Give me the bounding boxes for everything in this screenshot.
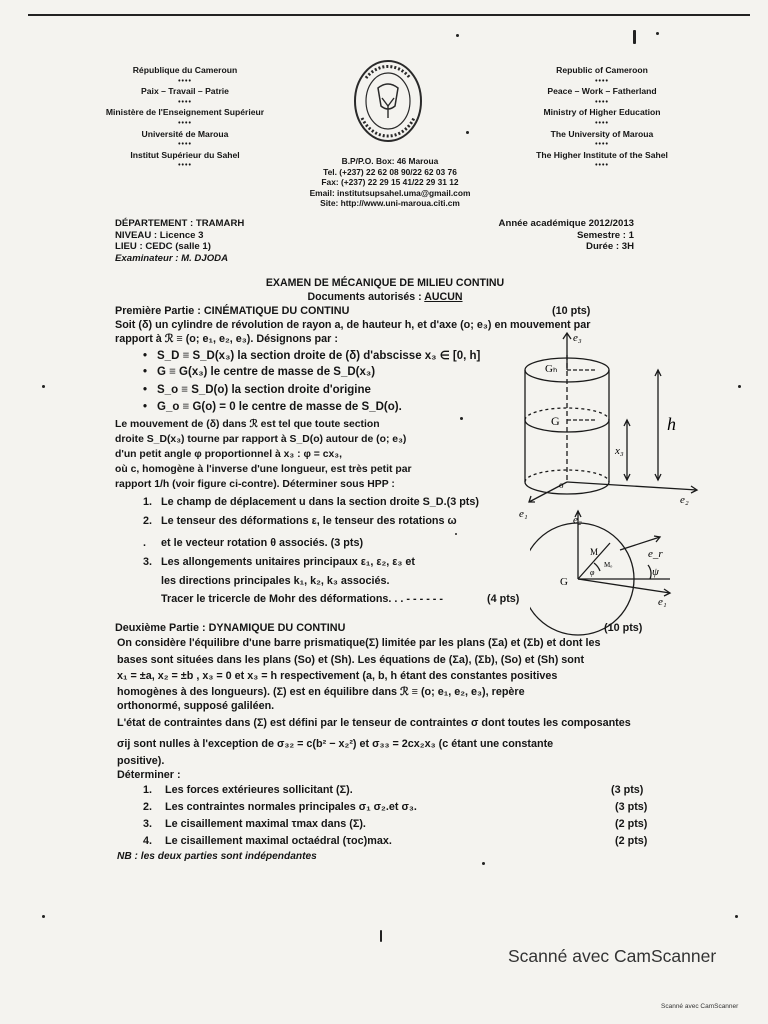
question-number: 2. bbox=[143, 515, 153, 527]
part1-title: Première Partie : CINÉMATIQUE DU CONTINU bbox=[115, 305, 350, 317]
header-dots: •••• bbox=[178, 119, 192, 127]
part1-question bbox=[143, 515, 457, 528]
er-label: e_r bbox=[648, 548, 663, 560]
camscanner-footer: Scanné avec CamScanner bbox=[661, 1003, 739, 1010]
question-number: . bbox=[143, 537, 146, 549]
academic-year-label: Année académique 2012/2013 bbox=[498, 218, 634, 229]
question-points: (3 pts) bbox=[611, 784, 644, 796]
scan-speck bbox=[42, 915, 45, 918]
o-label: o bbox=[559, 480, 564, 490]
header-right-line: Republic of Cameroon bbox=[556, 65, 648, 75]
question-text: et le vecteur rotation θ associés. (3 pts) bbox=[161, 537, 364, 549]
bullet-text: S_o ≡ S_D(o) la section droite d'origine bbox=[157, 384, 371, 396]
definition-bullet: • S_o ≡ S_D(o) la section droite d'origine bbox=[143, 384, 371, 396]
g-label: G bbox=[551, 414, 560, 428]
header-right-line: Ministry of Higher Education bbox=[543, 107, 661, 118]
e1-label: e₁ bbox=[519, 508, 528, 520]
definition-bullet: • G ≡ G(x₃) le centre de masse de S_D(x₃) bbox=[143, 366, 376, 378]
exam-info-right bbox=[484, 218, 634, 253]
examiner-label: Examinateur : M. DJODA bbox=[115, 252, 229, 264]
top-border-line bbox=[28, 14, 750, 16]
part2-line: homogènes à des longueurs). (Σ) est en équilibre dans ℛ ≡ (o; e₁, e₂, e₃), repère bbox=[117, 686, 525, 698]
question-number: 1. bbox=[143, 784, 153, 796]
question-number: 3. bbox=[143, 556, 153, 568]
location-label: LIEU : CEDC (salle 1) bbox=[115, 241, 211, 252]
q3-points: (4 pts) bbox=[487, 593, 520, 605]
semester-label: Semestre : 1 bbox=[576, 229, 634, 241]
circ-e2-label: e₂ bbox=[573, 514, 582, 526]
contact-line: Site: http://www.uni-maroua.citi.cm bbox=[320, 198, 460, 209]
contact-line: Fax: (+237) 22 29 15 41/22 29 31 12 bbox=[321, 177, 459, 188]
cross-section-figure bbox=[530, 505, 710, 640]
scan-speck bbox=[735, 915, 738, 918]
header-dots: •••• bbox=[595, 119, 609, 127]
scan-speck bbox=[456, 34, 459, 37]
question-text: Les contraintes normales principales σ₁ σ₂.et σ₃. bbox=[165, 801, 417, 813]
scan-speck bbox=[466, 131, 469, 134]
gh-label: Gₕ bbox=[545, 363, 558, 375]
part1-question bbox=[143, 496, 479, 509]
e3-label: e₃ bbox=[573, 332, 582, 344]
header-right-line: The Higher Institute of the Sahel bbox=[536, 149, 668, 160]
header-dots: •••• bbox=[178, 162, 192, 170]
question-text: Le champ de déplacement u dans la section droite S_D.(3 pts) bbox=[161, 496, 479, 508]
header-left-line: Institut Supérieur du Sahel bbox=[130, 149, 240, 160]
header-left-line: Université de Maroua bbox=[141, 128, 229, 139]
documents-value: AUCUN bbox=[424, 291, 463, 303]
cylinder-figure bbox=[515, 330, 705, 525]
part2-line: L'état de contraintes dans (Σ) est défini par le tenseur de contraintes σ dont toutes les composantes bbox=[117, 717, 631, 729]
part1-points: (10 pts) bbox=[552, 305, 591, 317]
motion-line: droite S_D(x₃) tourne par rapport à S_D(o) autour de (o; e₃) bbox=[115, 434, 407, 445]
part1-question bbox=[143, 537, 363, 550]
question-text: Les allongements unitaires principaux ε₁, ε₂, ε₃ et bbox=[161, 556, 416, 568]
exam-info-left bbox=[115, 218, 244, 264]
header-right-line: Peace – Work – Fatherland bbox=[547, 86, 657, 97]
header-left-line: Ministère de l'Enseignement Supérieur bbox=[105, 107, 265, 118]
header-dots: •••• bbox=[595, 77, 609, 85]
scan-speck bbox=[633, 30, 636, 44]
bullet-text: G_o ≡ G(o) = 0 le centre de masse de S_D(o). bbox=[157, 401, 402, 413]
question-text: Le tenseur des déformations ε, le tenseur des rotations ω bbox=[161, 515, 457, 527]
duration-label: Durée : 3H bbox=[586, 241, 634, 252]
scan-speck bbox=[738, 385, 741, 388]
bullet-text: G ≡ G(x₃) le centre de masse de S_D(x₃) bbox=[157, 366, 376, 378]
documents-label: Documents autorisés : bbox=[307, 291, 422, 303]
e2-label: e₂ bbox=[680, 494, 689, 506]
motion-line: où c, homogène à l'inverse d'une longueur, est très petit par bbox=[115, 464, 412, 475]
part2-line: orthonormé, supposé galiléen. bbox=[117, 700, 275, 712]
part1-intro-line: Soit (δ) un cylindre de révolution de rayon a, de hauteur h, et d'axe (o; e₃) en mouvement par bbox=[115, 319, 591, 331]
part2-points: (10 pts) bbox=[604, 622, 643, 634]
scan-speck bbox=[482, 862, 485, 865]
part1-question bbox=[143, 575, 390, 588]
phi-label: φ bbox=[590, 568, 595, 577]
part2-question bbox=[143, 818, 366, 831]
contact-line: B.P/P.O. Box: 46 Maroua bbox=[341, 156, 439, 166]
department-label: DÉPARTEMENT : TRAMARH bbox=[115, 218, 245, 229]
x3-label: x₃ bbox=[615, 445, 624, 457]
part2-line: positive). bbox=[117, 755, 165, 767]
part2-line: σij sont nulles à l'exception de σ₃₂ = c(b² − x₂²) et σ₃₃ = 2cx₂x₃ (c étant une constante bbox=[117, 738, 554, 750]
circ-e1-label: e₁ bbox=[658, 596, 667, 608]
university-seal-icon bbox=[352, 58, 424, 144]
question-number: 2. bbox=[143, 801, 153, 813]
exam-title: EXAMEN DE MÉCANIQUE DE MILIEU CONTINU bbox=[265, 277, 505, 289]
header-dots: •••• bbox=[595, 141, 609, 149]
psi-label: ψ bbox=[652, 566, 659, 578]
circ-g-label: G bbox=[560, 576, 568, 588]
part2-line: Déterminer : bbox=[117, 769, 181, 781]
question-points: (3 pts) bbox=[615, 801, 648, 813]
part2-question bbox=[143, 784, 353, 797]
contact-line: Email: institutsupsahel.uma@gmail.com bbox=[309, 187, 471, 198]
question-text: Le cisaillement maximal octaédral (τoc)max. bbox=[165, 835, 392, 847]
nb-note: NB : les deux parties sont indépendantes bbox=[117, 851, 317, 862]
question-text: Tracer le tricercle de Mohr des déformations. . . - - - - - - bbox=[161, 593, 443, 605]
camscanner-watermark: Scanné avec CamScanner bbox=[508, 946, 717, 966]
motion-line: Le mouvement de (δ) dans ℛ est tel que toute section bbox=[115, 419, 380, 430]
part1-intro-line: rapport à ℛ ≡ (o; e₁, e₂, e₃). Désignons par : bbox=[115, 333, 338, 345]
header-right-line: The University of Maroua bbox=[550, 128, 654, 139]
definition-bullet: • S_D ≡ S_D(x₃) la section droite de (δ) d'abscisse x₃ ∈ [0, h] bbox=[143, 350, 481, 362]
question-number: 4. bbox=[143, 835, 153, 847]
part1-question bbox=[143, 556, 415, 569]
motion-line: rapport 1/h (voir figure ci-contre). Déterminer sous HPP : bbox=[115, 479, 395, 490]
question-points: (2 pts) bbox=[615, 818, 648, 830]
contact-line: Tel. (+237) 22 62 08 90/22 62 03 76 bbox=[323, 166, 457, 177]
scan-speck bbox=[42, 385, 45, 388]
m-label: M bbox=[590, 547, 599, 557]
part1-question bbox=[143, 593, 443, 606]
question-number: 1. bbox=[143, 496, 153, 508]
scan-speck bbox=[380, 930, 382, 942]
part2-question bbox=[143, 835, 392, 848]
scan-speck bbox=[460, 417, 463, 420]
part2-line: x₁ = ±a, x₂ = ±b , x₃ = 0 et x₃ = h respectivement (a, b, h étant des constantes positives bbox=[117, 670, 558, 682]
bullet-text: S_D ≡ S_D(x₃) la section droite de (δ) d'abscisse x₃ ∈ [0, h] bbox=[157, 350, 481, 362]
part2-question bbox=[143, 801, 417, 814]
mo-label: Mₒ bbox=[604, 561, 613, 569]
header-left-line: Paix – Travail – Patrie bbox=[141, 86, 229, 97]
question-number: 3. bbox=[143, 818, 153, 830]
contact-block bbox=[270, 156, 510, 209]
header-dots: •••• bbox=[178, 141, 192, 149]
level-label: NIVEAU : Licence 3 bbox=[115, 229, 204, 241]
header-right bbox=[512, 66, 692, 172]
motion-line: d'un petit angle φ proportionnel à x₃ : φ = cx₃, bbox=[115, 449, 342, 460]
part2-line: On considère l'équilibre d'une barre prismatique(Σ) limitée par les plans (Σa) et (Σb) et dont les bbox=[117, 637, 601, 649]
header-left bbox=[95, 66, 275, 172]
header-dots: •••• bbox=[178, 98, 192, 106]
question-text: Les forces extérieures sollicitant (Σ). bbox=[165, 784, 353, 796]
h-label: h bbox=[667, 414, 676, 434]
header-left-line: République du Cameroun bbox=[132, 65, 238, 75]
part2-line: bases sont situées dans les plans (So) et (Sh). Les équations de (Σa), (Σb), (So) et (Sh) sont bbox=[117, 654, 585, 666]
question-text: Le cisaillement maximal τmax dans (Σ). bbox=[165, 818, 366, 830]
part2-title: Deuxième Partie : DYNAMIQUE DU CONTINU bbox=[115, 622, 346, 634]
header-dots: •••• bbox=[595, 98, 609, 106]
scan-speck bbox=[455, 533, 457, 535]
scan-speck bbox=[656, 32, 659, 35]
header-dots: •••• bbox=[595, 162, 609, 170]
documents-allowed bbox=[150, 291, 620, 303]
question-text: les directions principales k₁, k₂, k₃ associés. bbox=[161, 575, 390, 587]
question-points: (2 pts) bbox=[615, 835, 648, 847]
header-dots: •••• bbox=[178, 77, 192, 85]
definition-bullet: • G_o ≡ G(o) = 0 le centre de masse de S_D(o). bbox=[143, 401, 402, 413]
